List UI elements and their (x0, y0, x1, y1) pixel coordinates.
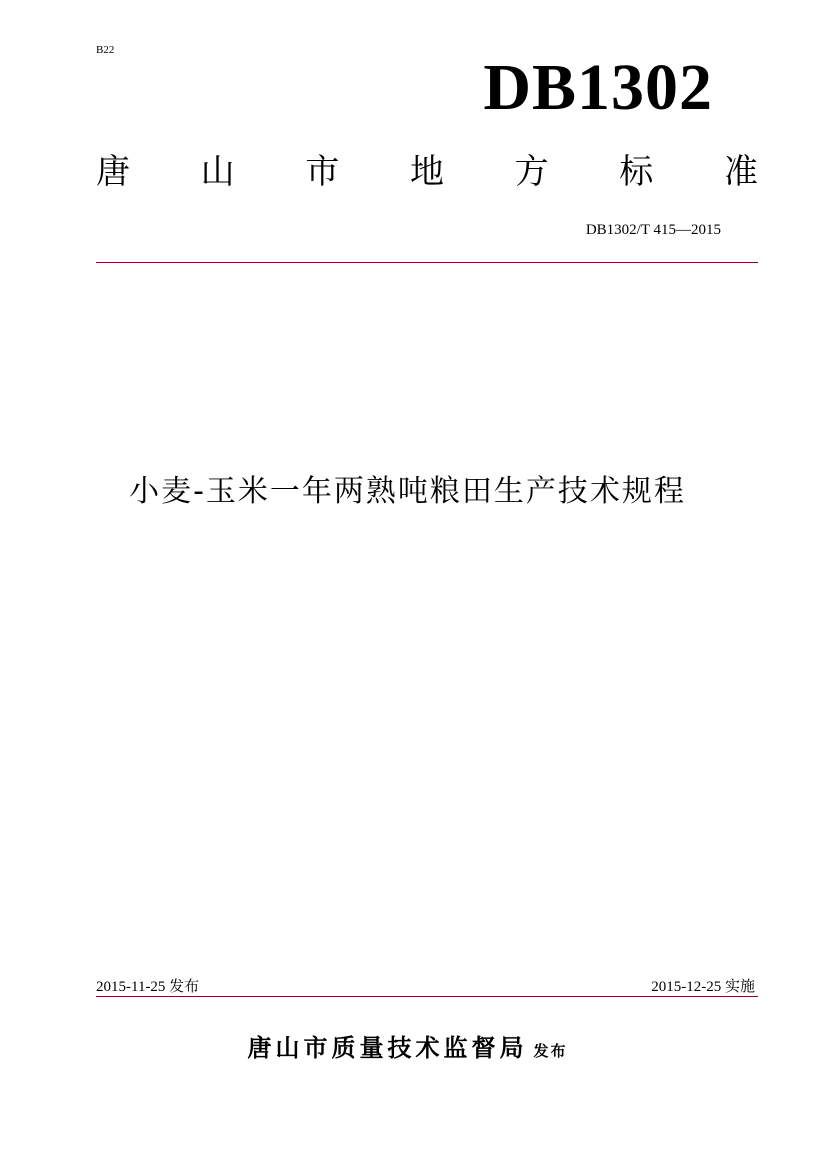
issuing-authority: 唐山市质量技术监督局 (247, 1034, 528, 1062)
standard-code-heading: DB1302 (483, 51, 713, 124)
standard-type-char: 山 (200, 152, 235, 192)
standard-type-char: 标 (619, 152, 654, 192)
standard-number: DB1302/T 415—2015 (585, 222, 721, 238)
standard-type-char: 方 (514, 152, 549, 192)
issuer-suffix: 发布 (533, 1042, 568, 1060)
standard-type-heading (96, 150, 758, 194)
footer-divider (96, 996, 758, 997)
standard-type-char: 唐 (96, 152, 130, 192)
header-divider (96, 262, 758, 263)
standard-type-char: 地 (409, 152, 444, 192)
ccs-classification-code: B22 (96, 44, 115, 56)
document-title: 小麦-玉米一年两熟吨粮田生产技术规程 (129, 474, 686, 509)
standard-type-char: 准 (723, 152, 758, 192)
issuer-line (0, 1028, 815, 1063)
implementation-date: 2015-12-25 实施 (651, 979, 755, 995)
standard-type-char: 市 (305, 152, 340, 192)
issue-date: 2015-11-25 发布 (96, 979, 200, 995)
